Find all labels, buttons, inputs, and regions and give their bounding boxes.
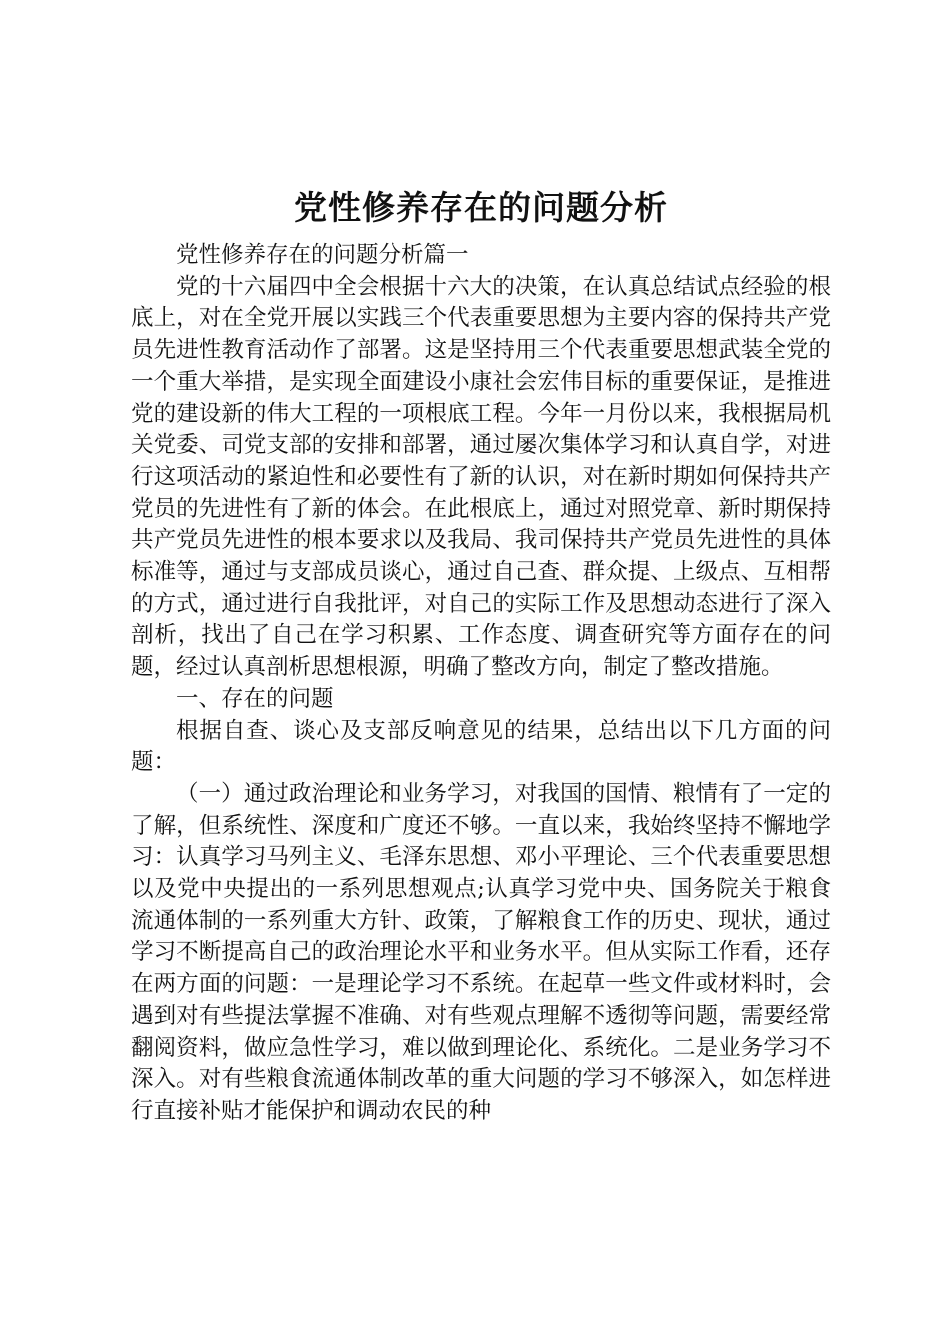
document-page (131, 184, 831, 1128)
document-subtitle: 党性修养存在的问题分析篇一 (176, 242, 469, 268)
document-title: 党性修养存在的问题分析 (294, 188, 668, 227)
intro-paragraph: 党的十六届四中全会根据十六大的决策，在认真总结试点经验的根底上，对在全党开展以实践三个代表重要思想为主要内容的保持共产党员先进性教育活动作了部署。这是坚持用三个代表重要思想武装全党的一个重大举措，是实现全面建设小康社会宏伟目标的重要保证，是推进党的建设新的伟大工程的一项根底工程。今年一月份以来，我根据局机关党委、司党支部的安排和部署，通过屡次集体学习和认真自学，对进行这项活动的紧迫性和必要性有了新的认识，对在新时期如何保持共产党员的先进性有了新的体会。在此根底上，通过对照党章、新时期保持共产党员先进性的根本要求以及我局、我司保持共产党员先进性的具体标准等，通过与支部成员谈心，通过自己查、群众提、上级点、互相帮的方式，通过进行自我批评，对自己的实际工作及思想动态进行了深入剖析，找出了自己在学习积累、工作态度、调查研究等方面存在的问题，经过认真剖析思想根源，明确了整改方向，制定了整改措施。 (131, 273, 831, 681)
section-intro-paragraph: 根据自查、谈心及支部反响意见的结果，总结出以下几方面的问题： (131, 717, 831, 776)
section-heading: 一、存在的问题 (176, 685, 334, 712)
item-one-paragraph: （一）通过政治理论和业务学习，对我国的国情、粮情有了一定的了解，但系统性、深度和广度还不够。一直以来，我始终坚持不懈地学习：认真学习马列主义、毛泽东思想、邓小平理论、三个代表重要思想以及党中央提出的一系列思想观点;认真学习党中央、国务院关于粮食流通体制的一系列重大方针、政策，了解粮食工作的历史、现状，通过学习不断提高自己的政治理论水平和业务水平。但从实际工作看，还存在两方面的问题：一是理论学习不系统。在起草一些文件或材料时，会遇到对有些提法掌握不准确、对有些观点理解不透彻等问题，需要经常翻阅资料，做应急性学习，难以做到理论化、系统化。二是业务学习不深入。对有些粮食流通体制改革的重大问题的学习不够深入，如怎样进行直接补贴才能保护和调动农民的种 (131, 780, 831, 1124)
